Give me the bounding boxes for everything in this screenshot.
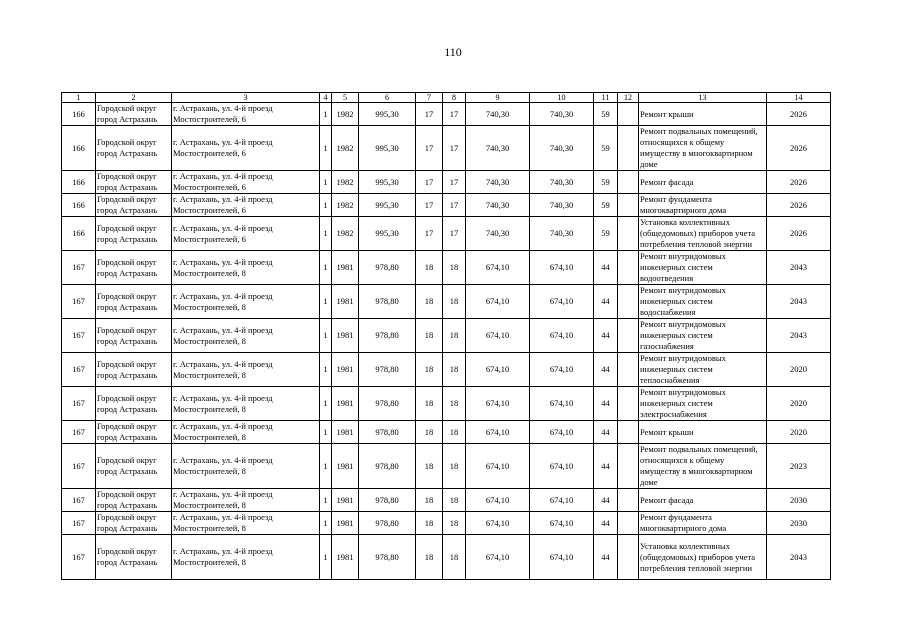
col4-cell: 1 <box>320 535 332 580</box>
col10-cell: 674,10 <box>530 444 594 489</box>
col10-cell: 674,10 <box>530 387 594 421</box>
table-row <box>62 251 831 285</box>
col4-cell: 1 <box>320 387 332 421</box>
row-number: 166 <box>62 194 96 217</box>
row-number: 166 <box>62 171 96 194</box>
municipality-cell: Городской округ город Астрахань <box>96 353 172 387</box>
col11-cell: 59 <box>594 103 618 126</box>
row-number: 167 <box>62 512 96 535</box>
municipality-cell: Городской округ город Астрахань <box>96 421 172 444</box>
build-year-cell: 1982 <box>332 126 359 171</box>
col9-cell: 674,10 <box>466 512 530 535</box>
col4-cell: 1 <box>320 194 332 217</box>
planned-year-cell: 2020 <box>767 387 831 421</box>
column-number: 14 <box>767 93 831 103</box>
col11-cell: 44 <box>594 421 618 444</box>
col7-cell: 18 <box>416 512 443 535</box>
col9-cell: 740,30 <box>466 194 530 217</box>
col7-cell: 18 <box>416 421 443 444</box>
col8-cell: 18 <box>443 489 466 512</box>
col10-cell: 674,10 <box>530 421 594 444</box>
total-area-cell: 978,80 <box>359 535 416 580</box>
build-year-cell: 1981 <box>332 251 359 285</box>
row-number: 167 <box>62 489 96 512</box>
col10-cell: 674,10 <box>530 353 594 387</box>
planned-year-cell: 2026 <box>767 194 831 217</box>
col8-cell: 17 <box>443 194 466 217</box>
address-cell: г. Астрахань, ул. 4-й проезд Мостостроителей, 6 <box>172 194 320 217</box>
column-number: 1 <box>62 93 96 103</box>
col11-cell: 44 <box>594 489 618 512</box>
address-cell: г. Астрахань, ул. 4-й проезд Мостостроителей, 8 <box>172 512 320 535</box>
table-row <box>62 126 831 171</box>
col11-cell: 44 <box>594 535 618 580</box>
address-cell: г. Астрахань, ул. 4-й проезд Мостостроителей, 6 <box>172 171 320 194</box>
col9-cell: 674,10 <box>466 353 530 387</box>
municipality-cell: Городской округ город Астрахань <box>96 489 172 512</box>
col9-cell: 674,10 <box>466 285 530 319</box>
col11-cell: 59 <box>594 194 618 217</box>
col7-cell: 18 <box>416 444 443 489</box>
build-year-cell: 1981 <box>332 319 359 353</box>
col9-cell: 674,10 <box>466 387 530 421</box>
col4-cell: 1 <box>320 489 332 512</box>
municipality-cell: Городской округ город Астрахань <box>96 103 172 126</box>
col12-cell <box>618 421 639 444</box>
municipality-cell: Городской округ город Астрахань <box>96 171 172 194</box>
col12-cell <box>618 353 639 387</box>
col4-cell: 1 <box>320 421 332 444</box>
build-year-cell: 1982 <box>332 217 359 251</box>
column-number: 12 <box>618 93 639 103</box>
col10-cell: 740,30 <box>530 217 594 251</box>
planned-year-cell: 2026 <box>767 103 831 126</box>
col4-cell: 1 <box>320 126 332 171</box>
col11-cell: 44 <box>594 285 618 319</box>
total-area-cell: 995,30 <box>359 217 416 251</box>
col10-cell: 740,30 <box>530 126 594 171</box>
repair-work-cell: Ремонт фасада <box>639 171 767 194</box>
col11-cell: 59 <box>594 126 618 171</box>
repair-work-cell: Ремонт внутридомовых инженерных систем водоотведения <box>639 251 767 285</box>
col9-cell: 740,30 <box>466 126 530 171</box>
col11-cell: 59 <box>594 217 618 251</box>
col8-cell: 18 <box>443 512 466 535</box>
col12-cell <box>618 103 639 126</box>
municipality-cell: Городской округ город Астрахань <box>96 319 172 353</box>
total-area-cell: 978,80 <box>359 444 416 489</box>
table-body <box>62 93 831 580</box>
planned-year-cell: 2026 <box>767 126 831 171</box>
col8-cell: 18 <box>443 353 466 387</box>
column-number: 6 <box>359 93 416 103</box>
build-year-cell: 1981 <box>332 387 359 421</box>
municipality-cell: Городской округ город Астрахань <box>96 535 172 580</box>
build-year-cell: 1981 <box>332 535 359 580</box>
col7-cell: 18 <box>416 535 443 580</box>
planned-year-cell: 2043 <box>767 285 831 319</box>
capital-repair-table <box>61 92 831 580</box>
municipality-cell: Городской округ город Астрахань <box>96 194 172 217</box>
col7-cell: 17 <box>416 103 443 126</box>
municipality-cell: Городской округ город Астрахань <box>96 126 172 171</box>
address-cell: г. Астрахань, ул. 4-й проезд Мостостроителей, 8 <box>172 251 320 285</box>
row-number: 166 <box>62 103 96 126</box>
repair-work-cell: Ремонт подвальных помещений, относящихся к общему имуществу в многоквартирном доме <box>639 126 767 171</box>
repair-work-cell: Ремонт внутридомовых инженерных систем водоснабжения <box>639 285 767 319</box>
row-number: 167 <box>62 387 96 421</box>
build-year-cell: 1982 <box>332 171 359 194</box>
address-cell: г. Астрахань, ул. 4-й проезд Мостостроителей, 8 <box>172 489 320 512</box>
column-number: 3 <box>172 93 320 103</box>
address-cell: г. Астрахань, ул. 4-й проезд Мостостроителей, 8 <box>172 444 320 489</box>
col9-cell: 674,10 <box>466 421 530 444</box>
col12-cell <box>618 285 639 319</box>
col12-cell <box>618 171 639 194</box>
total-area-cell: 978,80 <box>359 285 416 319</box>
col9-cell: 740,30 <box>466 171 530 194</box>
col7-cell: 17 <box>416 126 443 171</box>
row-number: 167 <box>62 285 96 319</box>
repair-work-cell: Ремонт внутридомовых инженерных систем теплоснабжения <box>639 353 767 387</box>
col11-cell: 59 <box>594 171 618 194</box>
repair-work-cell: Ремонт фундамента многоквартирного дома <box>639 194 767 217</box>
municipality-cell: Городской округ город Астрахань <box>96 387 172 421</box>
total-area-cell: 978,80 <box>359 387 416 421</box>
repair-work-cell: Ремонт внутридомовых инженерных систем газоснабжения <box>639 319 767 353</box>
col10-cell: 740,30 <box>530 194 594 217</box>
row-number: 167 <box>62 251 96 285</box>
col8-cell: 17 <box>443 171 466 194</box>
col10-cell: 674,10 <box>530 251 594 285</box>
planned-year-cell: 2023 <box>767 444 831 489</box>
col12-cell <box>618 251 639 285</box>
table-row <box>62 444 831 489</box>
col7-cell: 17 <box>416 217 443 251</box>
column-number: 9 <box>466 93 530 103</box>
repair-work-cell: Ремонт фасада <box>639 489 767 512</box>
col10-cell: 674,10 <box>530 319 594 353</box>
col10-cell: 740,30 <box>530 103 594 126</box>
table-row <box>62 535 831 580</box>
row-number: 167 <box>62 444 96 489</box>
col11-cell: 44 <box>594 251 618 285</box>
col10-cell: 674,10 <box>530 512 594 535</box>
col12-cell <box>618 194 639 217</box>
column-number: 4 <box>320 93 332 103</box>
col9-cell: 674,10 <box>466 444 530 489</box>
col11-cell: 44 <box>594 319 618 353</box>
col8-cell: 18 <box>443 387 466 421</box>
col4-cell: 1 <box>320 171 332 194</box>
table-row <box>62 353 831 387</box>
planned-year-cell: 2026 <box>767 217 831 251</box>
planned-year-cell: 2020 <box>767 421 831 444</box>
total-area-cell: 978,80 <box>359 251 416 285</box>
col11-cell: 44 <box>594 444 618 489</box>
address-cell: г. Астрахань, ул. 4-й проезд Мостостроителей, 6 <box>172 217 320 251</box>
col7-cell: 18 <box>416 489 443 512</box>
col11-cell: 44 <box>594 387 618 421</box>
total-area-cell: 978,80 <box>359 421 416 444</box>
col10-cell: 674,10 <box>530 535 594 580</box>
table-row <box>62 421 831 444</box>
col7-cell: 18 <box>416 353 443 387</box>
col12-cell <box>618 444 639 489</box>
build-year-cell: 1981 <box>332 353 359 387</box>
column-number: 7 <box>416 93 443 103</box>
column-number: 2 <box>96 93 172 103</box>
col11-cell: 44 <box>594 353 618 387</box>
col12-cell <box>618 319 639 353</box>
col7-cell: 17 <box>416 194 443 217</box>
col9-cell: 740,30 <box>466 103 530 126</box>
address-cell: г. Астрахань, ул. 4-й проезд Мостостроителей, 8 <box>172 387 320 421</box>
table-row <box>62 512 831 535</box>
col8-cell: 18 <box>443 285 466 319</box>
repair-work-cell: Ремонт крыши <box>639 421 767 444</box>
build-year-cell: 1981 <box>332 444 359 489</box>
repair-work-cell: Ремонт подвальных помещений, относящихся к общему имуществу в многоквартирном доме <box>639 444 767 489</box>
col7-cell: 18 <box>416 285 443 319</box>
total-area-cell: 995,30 <box>359 126 416 171</box>
row-number: 167 <box>62 319 96 353</box>
address-cell: г. Астрахань, ул. 4-й проезд Мостостроителей, 6 <box>172 126 320 171</box>
table-row <box>62 171 831 194</box>
col8-cell: 17 <box>443 217 466 251</box>
address-cell: г. Астрахань, ул. 4-й проезд Мостостроителей, 8 <box>172 353 320 387</box>
col12-cell <box>618 217 639 251</box>
col12-cell <box>618 535 639 580</box>
col4-cell: 1 <box>320 512 332 535</box>
address-cell: г. Астрахань, ул. 4-й проезд Мостостроителей, 6 <box>172 103 320 126</box>
total-area-cell: 995,30 <box>359 171 416 194</box>
municipality-cell: Городской округ город Астрахань <box>96 285 172 319</box>
total-area-cell: 978,80 <box>359 489 416 512</box>
col7-cell: 18 <box>416 319 443 353</box>
build-year-cell: 1982 <box>332 103 359 126</box>
table-row <box>62 319 831 353</box>
col12-cell <box>618 512 639 535</box>
col8-cell: 18 <box>443 251 466 285</box>
repair-work-cell: Ремонт внутридомовых инженерных систем электроснабжения <box>639 387 767 421</box>
col8-cell: 17 <box>443 103 466 126</box>
repair-work-cell: Установка коллективных (общедомовых) приборов учета потребления тепловой энергии <box>639 217 767 251</box>
col4-cell: 1 <box>320 319 332 353</box>
table-row <box>62 387 831 421</box>
municipality-cell: Городской округ город Астрахань <box>96 444 172 489</box>
build-year-cell: 1981 <box>332 285 359 319</box>
repair-work-cell: Ремонт фундамента многоквартирного дома <box>639 512 767 535</box>
col8-cell: 17 <box>443 126 466 171</box>
col10-cell: 674,10 <box>530 285 594 319</box>
total-area-cell: 995,30 <box>359 194 416 217</box>
col4-cell: 1 <box>320 217 332 251</box>
address-cell: г. Астрахань, ул. 4-й проезд Мостостроителей, 8 <box>172 421 320 444</box>
repair-work-cell: Ремонт крыши <box>639 103 767 126</box>
table-row <box>62 217 831 251</box>
total-area-cell: 995,30 <box>359 103 416 126</box>
table-row <box>62 285 831 319</box>
col12-cell <box>618 126 639 171</box>
total-area-cell: 978,80 <box>359 353 416 387</box>
col8-cell: 18 <box>443 444 466 489</box>
column-number-header <box>62 93 831 103</box>
build-year-cell: 1981 <box>332 512 359 535</box>
row-number: 166 <box>62 217 96 251</box>
repair-work-cell: Установка коллективных (общедомовых) приборов учета потребления тепловой энергии <box>639 535 767 580</box>
col12-cell <box>618 387 639 421</box>
build-year-cell: 1981 <box>332 421 359 444</box>
table-row <box>62 103 831 126</box>
col4-cell: 1 <box>320 251 332 285</box>
col10-cell: 674,10 <box>530 489 594 512</box>
col8-cell: 18 <box>443 421 466 444</box>
planned-year-cell: 2043 <box>767 535 831 580</box>
build-year-cell: 1981 <box>332 489 359 512</box>
row-number: 167 <box>62 421 96 444</box>
build-year-cell: 1982 <box>332 194 359 217</box>
planned-year-cell: 2026 <box>767 171 831 194</box>
table-row <box>62 489 831 512</box>
col7-cell: 17 <box>416 171 443 194</box>
col8-cell: 18 <box>443 535 466 580</box>
row-number: 167 <box>62 535 96 580</box>
col11-cell: 44 <box>594 512 618 535</box>
page-number: 110 <box>444 45 462 59</box>
col8-cell: 18 <box>443 319 466 353</box>
column-number: 10 <box>530 93 594 103</box>
col9-cell: 740,30 <box>466 217 530 251</box>
planned-year-cell: 2030 <box>767 489 831 512</box>
col9-cell: 674,10 <box>466 535 530 580</box>
col9-cell: 674,10 <box>466 319 530 353</box>
row-number: 167 <box>62 353 96 387</box>
planned-year-cell: 2043 <box>767 319 831 353</box>
col4-cell: 1 <box>320 444 332 489</box>
col7-cell: 18 <box>416 387 443 421</box>
total-area-cell: 978,80 <box>359 319 416 353</box>
address-cell: г. Астрахань, ул. 4-й проезд Мостостроителей, 8 <box>172 285 320 319</box>
municipality-cell: Городской округ город Астрахань <box>96 512 172 535</box>
address-cell: г. Астрахань, ул. 4-й проезд Мостостроителей, 8 <box>172 319 320 353</box>
column-number: 13 <box>639 93 767 103</box>
col9-cell: 674,10 <box>466 251 530 285</box>
col7-cell: 18 <box>416 251 443 285</box>
address-cell: г. Астрахань, ул. 4-й проезд Мостостроителей, 8 <box>172 535 320 580</box>
planned-year-cell: 2020 <box>767 353 831 387</box>
planned-year-cell: 2030 <box>767 512 831 535</box>
col4-cell: 1 <box>320 103 332 126</box>
table-row <box>62 194 831 217</box>
row-number: 166 <box>62 126 96 171</box>
column-number: 11 <box>594 93 618 103</box>
col4-cell: 1 <box>320 285 332 319</box>
column-number: 8 <box>443 93 466 103</box>
total-area-cell: 978,80 <box>359 512 416 535</box>
col12-cell <box>618 489 639 512</box>
col9-cell: 674,10 <box>466 489 530 512</box>
col4-cell: 1 <box>320 353 332 387</box>
column-number: 5 <box>332 93 359 103</box>
col10-cell: 740,30 <box>530 171 594 194</box>
planned-year-cell: 2043 <box>767 251 831 285</box>
municipality-cell: Городской округ город Астрахань <box>96 251 172 285</box>
municipality-cell: Городской округ город Астрахань <box>96 217 172 251</box>
